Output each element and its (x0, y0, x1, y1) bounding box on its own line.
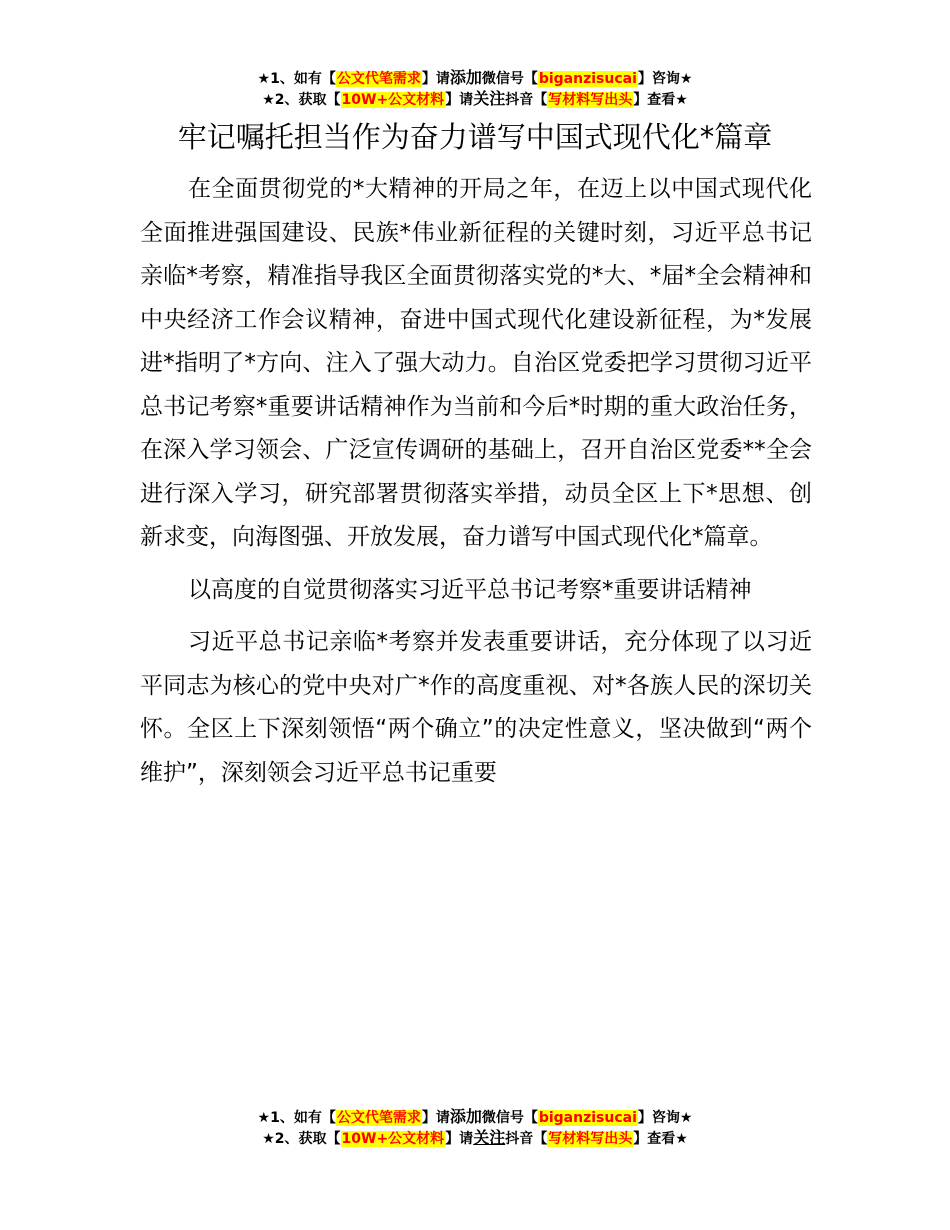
banner-text: ★1、如有【 (257, 1110, 336, 1126)
paragraph: 在全面贯彻党的*大精神的开局之年，在迈上以中国式现代化全面推进强国建设、民族*伟业新征程的关键时刻，习近平总书记亲临*考察，精准指导我区全面贯彻落实党的*大、*届*全会精神和中央经济工作会议精神，奋进中国式现代化建设新征程，为*发展进*指明了*方向、注入了强大动力。自治区党委把学习贯彻习近平总书记考察*重要讲话精神作为当前和今后*时期的重大政治任务，在深入学习领会、广泛宣传调研的基础上，召开自治区党委**全会进行深入学习，研究部署贯彻落实举措，动员全区上下*思想、创新求变，向海图强、开放发展，奋力谱写中国式现代化*篇章。 (140, 176, 812, 550)
banner-text: 】请 (421, 71, 450, 87)
wechat-id-badge: biganzisucai (538, 1110, 637, 1126)
douyin-id-badge: 写材料写出头 (548, 1131, 633, 1147)
banner-text: 】请 (421, 1110, 450, 1126)
highlight-badge: 公文代笔需求 (336, 1110, 421, 1126)
highlight-badge: 公文代笔需求 (336, 71, 421, 87)
section-heading: 以高度的自觉贯彻落实习近平总书记考察*重要讲话精神 (188, 576, 752, 603)
highlight-badge: 10W+公文材料 (341, 1131, 445, 1147)
banner-text: 】查看★ (633, 92, 688, 108)
banner-line-2 (0, 89, 950, 110)
banner-text: 抖音【 (505, 1131, 548, 1147)
document-title: 牢记嘱托担当作为奋力谱写中国式现代化*篇章 (177, 120, 773, 154)
banner-text: ★2、获取【 (262, 92, 341, 108)
paragraph: 习近平总书记亲临*考察并发表重要讲话，充分体现了以习近平同志为核心的党中央对广*作的高度重视、对*各族人民的深切关怀。全区上下深刻领悟“两个确立”的决定性意义，坚决做到“两个维护”，深刻领会习近平总书记重要 (140, 629, 812, 786)
banner-text: 】请 (445, 92, 474, 108)
banner-text: 抖音【 (505, 92, 548, 108)
banner-text: 微信号【 (481, 1110, 538, 1126)
banner-text: ★2、获取【 (262, 1131, 341, 1147)
banner-text: 】咨询★ (637, 71, 693, 87)
banner-text: ★1、如有【 (257, 71, 336, 87)
footer-banner (0, 1107, 950, 1149)
banner-line-1 (0, 1107, 950, 1128)
header-banner (0, 68, 950, 110)
banner-text: 】请 (445, 1131, 474, 1147)
banner-text: 】查看★ (633, 1131, 688, 1147)
banner-emphasis: 关注 (473, 89, 506, 108)
document-body (140, 168, 812, 795)
banner-line-1 (0, 68, 950, 89)
banner-emphasis: 添加 (449, 68, 482, 87)
banner-text: 】咨询★ (637, 1110, 693, 1126)
banner-emphasis: 添加 (449, 1107, 482, 1126)
douyin-id-badge: 写材料写出头 (548, 92, 633, 108)
banner-text: 微信号【 (481, 71, 538, 87)
wechat-id-badge: biganzisucai (538, 71, 637, 87)
banner-emphasis: 关注 (473, 1128, 506, 1147)
highlight-badge: 10W+公文材料 (341, 92, 445, 108)
banner-line-2 (0, 1128, 950, 1149)
